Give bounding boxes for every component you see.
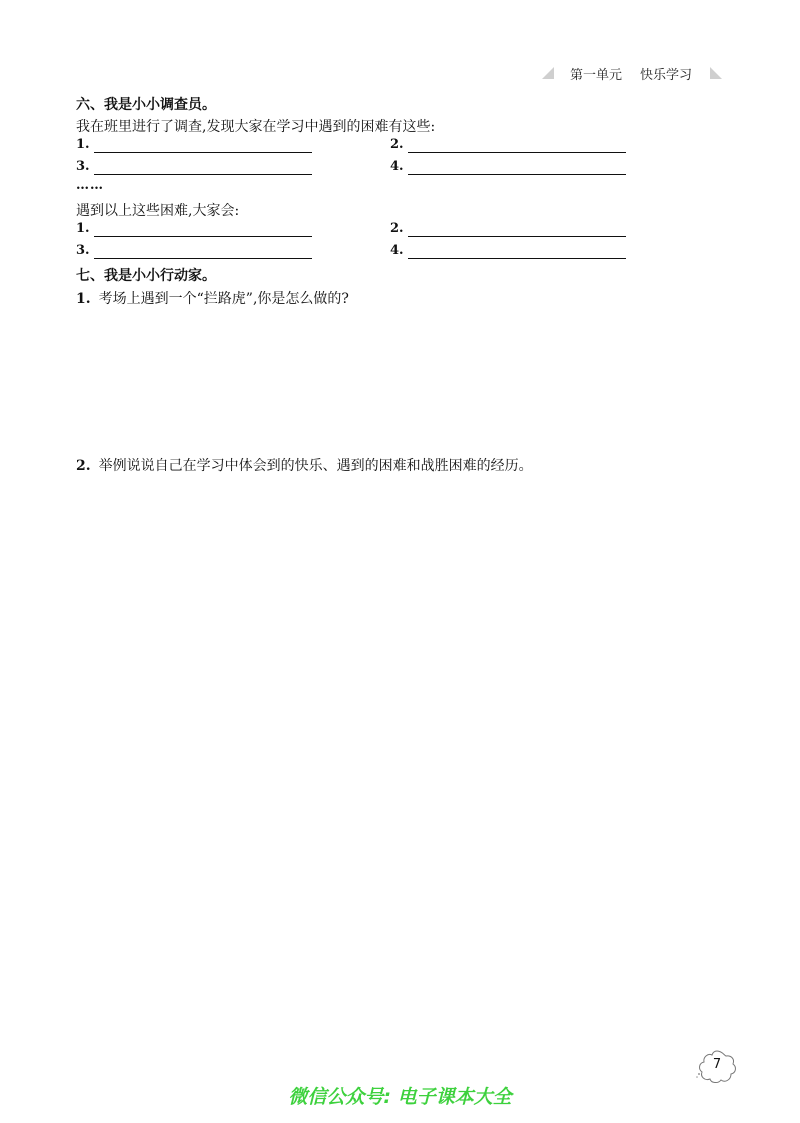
answer-line[interactable] (94, 258, 312, 259)
question-1 (76, 288, 349, 308)
answer-line[interactable] (94, 174, 312, 175)
answer-line[interactable] (408, 174, 626, 175)
section6-title: 六、我是小小调查员。 (76, 97, 216, 113)
section6-intro: 我在班里进行了调查,发现大家在学习中遇到的困难有这些: (76, 119, 436, 135)
header-topic: 快乐学习 (640, 68, 693, 83)
question-2 (76, 455, 533, 475)
blank-number: 3. (76, 159, 90, 174)
blank-number: 4. (390, 159, 404, 174)
watermark-text: 微信公众号: 电子课本大全 (288, 1086, 512, 1108)
answer-line[interactable] (408, 236, 626, 237)
blank-row-4 (76, 243, 636, 263)
question-number: 1. (76, 291, 91, 307)
answer-line[interactable] (408, 258, 626, 259)
question-text: 举例说说自己在学习中体会到的快乐、遇到的困难和战胜困难的经历。 (98, 458, 533, 474)
blank-row-3 (76, 221, 636, 241)
blank-number: 2. (390, 137, 404, 152)
page-header (540, 64, 730, 86)
blank-number: 2. (390, 221, 404, 236)
blank-number: 4. (390, 243, 404, 258)
section6-prompt: 遇到以上这些困难,大家会: (76, 203, 240, 219)
answer-line[interactable] (94, 152, 312, 153)
header-left-triangle-icon (542, 67, 554, 79)
question-number: 2. (76, 458, 91, 474)
blank-number: 1. (76, 137, 90, 152)
page-number: 7 (712, 1057, 722, 1072)
header-unit: 第一单元 (570, 68, 623, 83)
blank-row-1 (76, 137, 636, 157)
header-right-triangle-icon (710, 67, 722, 79)
blank-number: 1. (76, 221, 90, 236)
blank-row-2 (76, 159, 636, 179)
answer-line[interactable] (94, 236, 312, 237)
answer-line[interactable] (408, 152, 626, 153)
blank-number: 3. (76, 243, 90, 258)
page-number-badge (696, 1048, 738, 1086)
section7-title: 七、我是小小行动家。 (76, 268, 216, 284)
ellipsis: …… (76, 178, 104, 193)
question-text: 考场上遇到一个“拦路虎”,你是怎么做的? (98, 291, 349, 307)
